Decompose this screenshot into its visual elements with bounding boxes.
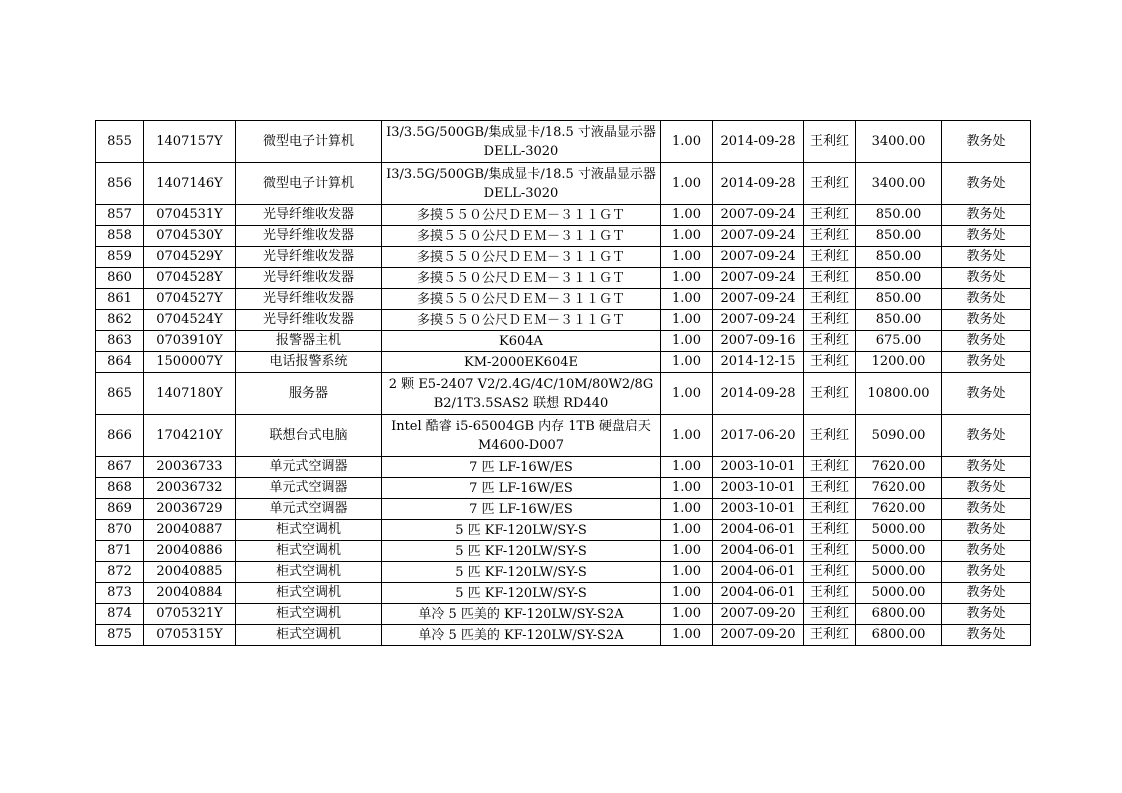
row-number-cell: 858 — [96, 226, 144, 247]
asset-spec-cell: 多摸５５０公尺ＤＥＭ－３１１ＧＴ — [382, 268, 661, 289]
asset-table-body — [96, 121, 1031, 646]
price-cell: 1200.00 — [856, 352, 942, 373]
asset-name-cell: 柜式空调机 — [236, 604, 382, 625]
asset-spec-cell: 7 匹 LF-16W/ES — [382, 457, 661, 478]
custodian-cell: 王利红 — [804, 352, 856, 373]
table-row — [96, 541, 1031, 562]
department-cell: 教务处 — [942, 541, 1031, 562]
purchase-date-cell: 2003-10-01 — [713, 457, 804, 478]
asset-code-cell: 20036733 — [144, 457, 236, 478]
table-row — [96, 247, 1031, 268]
row-number-cell: 859 — [96, 247, 144, 268]
department-cell: 教务处 — [942, 415, 1031, 457]
table-row — [96, 583, 1031, 604]
asset-code-cell: 20040884 — [144, 583, 236, 604]
asset-spec-cell: 7 匹 LF-16W/ES — [382, 499, 661, 520]
asset-name-cell: 柜式空调机 — [236, 562, 382, 583]
price-cell: 850.00 — [856, 310, 942, 331]
price-cell: 3400.00 — [856, 121, 942, 163]
price-cell: 5000.00 — [856, 520, 942, 541]
asset-spec-cell: 2 颗 E5-2407 V2/2.4G/4C/10M/80W2/8GB2/1T3.5SAS2 联想 RD440 — [382, 373, 661, 415]
purchase-date-cell: 2014-09-28 — [713, 373, 804, 415]
purchase-date-cell: 2017-06-20 — [713, 415, 804, 457]
purchase-date-cell: 2004-06-01 — [713, 562, 804, 583]
quantity-cell: 1.00 — [661, 520, 713, 541]
purchase-date-cell: 2007-09-24 — [713, 226, 804, 247]
quantity-cell: 1.00 — [661, 541, 713, 562]
row-number-cell: 865 — [96, 373, 144, 415]
custodian-cell: 王利红 — [804, 541, 856, 562]
asset-code-cell: 1500007Y — [144, 352, 236, 373]
row-number-cell: 862 — [96, 310, 144, 331]
asset-code-cell: 0704529Y — [144, 247, 236, 268]
asset-code-cell: 1407180Y — [144, 373, 236, 415]
department-cell: 教务处 — [942, 583, 1031, 604]
asset-code-cell: 0705321Y — [144, 604, 236, 625]
price-cell: 5090.00 — [856, 415, 942, 457]
asset-spec-cell: 多摸５５０公尺ＤＥＭ－３１１ＧＴ — [382, 205, 661, 226]
price-cell: 10800.00 — [856, 373, 942, 415]
department-cell: 教务处 — [942, 247, 1031, 268]
purchase-date-cell: 2003-10-01 — [713, 499, 804, 520]
purchase-date-cell: 2014-09-28 — [713, 121, 804, 163]
custodian-cell: 王利红 — [804, 499, 856, 520]
asset-name-cell: 联想台式电脑 — [236, 415, 382, 457]
purchase-date-cell: 2007-09-20 — [713, 604, 804, 625]
asset-code-cell: 20036732 — [144, 478, 236, 499]
asset-code-cell: 0703910Y — [144, 331, 236, 352]
table-row — [96, 310, 1031, 331]
price-cell: 675.00 — [856, 331, 942, 352]
asset-name-cell: 光导纤维收发器 — [236, 310, 382, 331]
asset-code-cell: 20040885 — [144, 562, 236, 583]
asset-name-cell: 柜式空调机 — [236, 583, 382, 604]
quantity-cell: 1.00 — [661, 352, 713, 373]
price-cell: 850.00 — [856, 247, 942, 268]
department-cell: 教务处 — [942, 310, 1031, 331]
quantity-cell: 1.00 — [661, 310, 713, 331]
table-row — [96, 478, 1031, 499]
price-cell: 7620.00 — [856, 457, 942, 478]
table-row — [96, 373, 1031, 415]
purchase-date-cell: 2004-06-01 — [713, 583, 804, 604]
custodian-cell: 王利红 — [804, 289, 856, 310]
purchase-date-cell: 2007-09-24 — [713, 247, 804, 268]
quantity-cell: 1.00 — [661, 562, 713, 583]
asset-spec-cell: 多摸５５０公尺ＤＥＭ－３１１ＧＴ — [382, 226, 661, 247]
quantity-cell: 1.00 — [661, 331, 713, 352]
asset-code-cell: 0704524Y — [144, 310, 236, 331]
quantity-cell: 1.00 — [661, 499, 713, 520]
asset-spec-cell: I3/3.5G/500GB/集成显卡/18.5 寸液晶显示器 DELL-3020 — [382, 163, 661, 205]
table-row — [96, 499, 1031, 520]
custodian-cell: 王利红 — [804, 310, 856, 331]
purchase-date-cell: 2014-12-15 — [713, 352, 804, 373]
custodian-cell: 王利红 — [804, 268, 856, 289]
row-number-cell: 860 — [96, 268, 144, 289]
purchase-date-cell: 2004-06-01 — [713, 541, 804, 562]
table-row — [96, 121, 1031, 163]
price-cell: 6800.00 — [856, 625, 942, 646]
table-row — [96, 562, 1031, 583]
price-cell: 7620.00 — [856, 499, 942, 520]
purchase-date-cell: 2003-10-01 — [713, 478, 804, 499]
asset-spec-cell: 多摸５５０公尺ＤＥＭ－３１１ＧＴ — [382, 247, 661, 268]
custodian-cell: 王利红 — [804, 331, 856, 352]
department-cell: 教务处 — [942, 604, 1031, 625]
asset-spec-cell: 多摸５５０公尺ＤＥＭ－３１１ＧＴ — [382, 289, 661, 310]
asset-name-cell: 柜式空调机 — [236, 541, 382, 562]
asset-spec-cell: 5 匹 KF-120LW/SY-S — [382, 583, 661, 604]
custodian-cell: 王利红 — [804, 226, 856, 247]
price-cell: 5000.00 — [856, 583, 942, 604]
asset-name-cell: 报警器主机 — [236, 331, 382, 352]
department-cell: 教务处 — [942, 562, 1031, 583]
asset-name-cell: 电话报警系统 — [236, 352, 382, 373]
quantity-cell: 1.00 — [661, 625, 713, 646]
asset-spec-cell: 5 匹 KF-120LW/SY-S — [382, 562, 661, 583]
asset-code-cell: 1407157Y — [144, 121, 236, 163]
custodian-cell: 王利红 — [804, 478, 856, 499]
department-cell: 教务处 — [942, 226, 1031, 247]
table-row — [96, 226, 1031, 247]
table-row — [96, 205, 1031, 226]
department-cell: 教务处 — [942, 289, 1031, 310]
asset-name-cell: 光导纤维收发器 — [236, 268, 382, 289]
custodian-cell: 王利红 — [804, 604, 856, 625]
row-number-cell: 856 — [96, 163, 144, 205]
asset-spec-cell: 单冷 5 匹美的 KF-120LW/SY-S2A — [382, 625, 661, 646]
asset-name-cell: 光导纤维收发器 — [236, 289, 382, 310]
row-number-cell: 857 — [96, 205, 144, 226]
asset-code-cell: 0704528Y — [144, 268, 236, 289]
quantity-cell: 1.00 — [661, 205, 713, 226]
row-number-cell: 872 — [96, 562, 144, 583]
price-cell: 7620.00 — [856, 478, 942, 499]
row-number-cell: 874 — [96, 604, 144, 625]
department-cell: 教务处 — [942, 457, 1031, 478]
custodian-cell: 王利红 — [804, 205, 856, 226]
asset-name-cell: 单元式空调器 — [236, 499, 382, 520]
asset-spec-cell: KM-2000EK604E — [382, 352, 661, 373]
asset-code-cell: 1407146Y — [144, 163, 236, 205]
custodian-cell: 王利红 — [804, 163, 856, 205]
table-row — [96, 352, 1031, 373]
asset-name-cell: 微型电子计算机 — [236, 163, 382, 205]
row-number-cell: 866 — [96, 415, 144, 457]
quantity-cell: 1.00 — [661, 604, 713, 625]
quantity-cell: 1.00 — [661, 373, 713, 415]
asset-spec-cell: 7 匹 LF-16W/ES — [382, 478, 661, 499]
custodian-cell: 王利红 — [804, 121, 856, 163]
purchase-date-cell: 2004-06-01 — [713, 520, 804, 541]
price-cell: 850.00 — [856, 268, 942, 289]
asset-name-cell: 服务器 — [236, 373, 382, 415]
table-row — [96, 331, 1031, 352]
row-number-cell: 855 — [96, 121, 144, 163]
quantity-cell: 1.00 — [661, 289, 713, 310]
row-number-cell: 864 — [96, 352, 144, 373]
table-row — [96, 163, 1031, 205]
asset-code-cell: 1704210Y — [144, 415, 236, 457]
asset-code-cell: 0704530Y — [144, 226, 236, 247]
price-cell: 850.00 — [856, 226, 942, 247]
asset-spec-cell: 多摸５５０公尺ＤＥＭ－３１１ＧＴ — [382, 310, 661, 331]
asset-name-cell: 光导纤维收发器 — [236, 247, 382, 268]
asset-name-cell: 单元式空调器 — [236, 478, 382, 499]
quantity-cell: 1.00 — [661, 247, 713, 268]
quantity-cell: 1.00 — [661, 163, 713, 205]
purchase-date-cell: 2007-09-16 — [713, 331, 804, 352]
purchase-date-cell: 2014-09-28 — [713, 163, 804, 205]
asset-spec-cell: 5 匹 KF-120LW/SY-S — [382, 520, 661, 541]
asset-spec-cell: 5 匹 KF-120LW/SY-S — [382, 541, 661, 562]
price-cell: 850.00 — [856, 289, 942, 310]
asset-code-cell: 0704527Y — [144, 289, 236, 310]
purchase-date-cell: 2007-09-20 — [713, 625, 804, 646]
quantity-cell: 1.00 — [661, 415, 713, 457]
asset-spec-cell: I3/3.5G/500GB/集成显卡/18.5 寸液晶显示器 DELL-3020 — [382, 121, 661, 163]
purchase-date-cell: 2007-09-24 — [713, 310, 804, 331]
table-row — [96, 604, 1031, 625]
asset-name-cell: 柜式空调机 — [236, 625, 382, 646]
quantity-cell: 1.00 — [661, 121, 713, 163]
row-number-cell: 868 — [96, 478, 144, 499]
asset-name-cell: 光导纤维收发器 — [236, 205, 382, 226]
row-number-cell: 861 — [96, 289, 144, 310]
asset-code-cell: 0704531Y — [144, 205, 236, 226]
quantity-cell: 1.00 — [661, 478, 713, 499]
row-number-cell: 863 — [96, 331, 144, 352]
department-cell: 教务处 — [942, 499, 1031, 520]
table-row — [96, 289, 1031, 310]
asset-spec-cell: Intel 酷睿 i5-65004GB 内存 1TB 硬盘启天 M4600-D007 — [382, 415, 661, 457]
custodian-cell: 王利红 — [804, 457, 856, 478]
asset-name-cell: 光导纤维收发器 — [236, 226, 382, 247]
custodian-cell: 王利红 — [804, 415, 856, 457]
asset-name-cell: 微型电子计算机 — [236, 121, 382, 163]
custodian-cell: 王利红 — [804, 520, 856, 541]
price-cell: 5000.00 — [856, 562, 942, 583]
quantity-cell: 1.00 — [661, 226, 713, 247]
price-cell: 850.00 — [856, 205, 942, 226]
row-number-cell: 867 — [96, 457, 144, 478]
asset-spec-cell: 单冷 5 匹美的 KF-120LW/SY-S2A — [382, 604, 661, 625]
purchase-date-cell: 2007-09-24 — [713, 268, 804, 289]
table-row — [96, 457, 1031, 478]
table-row — [96, 625, 1031, 646]
department-cell: 教务处 — [942, 331, 1031, 352]
department-cell: 教务处 — [942, 268, 1031, 289]
department-cell: 教务处 — [942, 163, 1031, 205]
price-cell: 6800.00 — [856, 604, 942, 625]
department-cell: 教务处 — [942, 352, 1031, 373]
table-row — [96, 268, 1031, 289]
department-cell: 教务处 — [942, 121, 1031, 163]
quantity-cell: 1.00 — [661, 268, 713, 289]
department-cell: 教务处 — [942, 625, 1031, 646]
custodian-cell: 王利红 — [804, 625, 856, 646]
purchase-date-cell: 2007-09-24 — [713, 205, 804, 226]
row-number-cell: 871 — [96, 541, 144, 562]
table-row — [96, 520, 1031, 541]
asset-spec-cell: K604A — [382, 331, 661, 352]
department-cell: 教务处 — [942, 373, 1031, 415]
custodian-cell: 王利红 — [804, 583, 856, 604]
asset-name-cell: 单元式空调器 — [236, 457, 382, 478]
asset-code-cell: 20036729 — [144, 499, 236, 520]
department-cell: 教务处 — [942, 205, 1031, 226]
asset-code-cell: 20040886 — [144, 541, 236, 562]
row-number-cell: 869 — [96, 499, 144, 520]
quantity-cell: 1.00 — [661, 457, 713, 478]
price-cell: 3400.00 — [856, 163, 942, 205]
asset-code-cell: 20040887 — [144, 520, 236, 541]
asset-code-cell: 0705315Y — [144, 625, 236, 646]
price-cell: 5000.00 — [856, 541, 942, 562]
purchase-date-cell: 2007-09-24 — [713, 289, 804, 310]
custodian-cell: 王利红 — [804, 247, 856, 268]
row-number-cell: 873 — [96, 583, 144, 604]
asset-name-cell: 柜式空调机 — [236, 520, 382, 541]
row-number-cell: 870 — [96, 520, 144, 541]
custodian-cell: 王利红 — [804, 373, 856, 415]
table-row — [96, 415, 1031, 457]
quantity-cell: 1.00 — [661, 583, 713, 604]
custodian-cell: 王利红 — [804, 562, 856, 583]
department-cell: 教务处 — [942, 520, 1031, 541]
department-cell: 教务处 — [942, 478, 1031, 499]
asset-table — [95, 120, 1031, 646]
row-number-cell: 875 — [96, 625, 144, 646]
